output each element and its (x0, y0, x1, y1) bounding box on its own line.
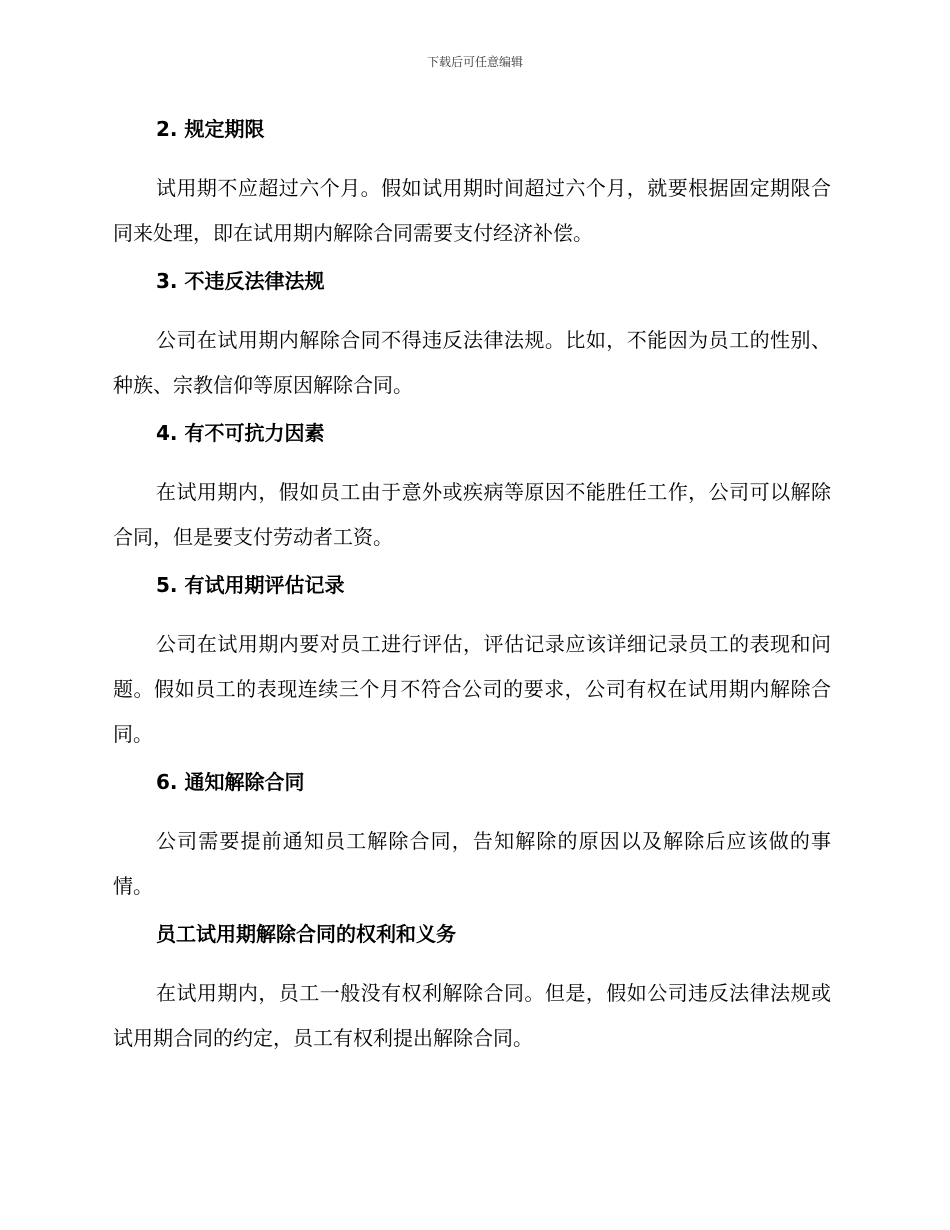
section-heading-period: 2. 规定期限 (156, 117, 265, 141)
section-paragraph-law: 公司在试用期内解除合同不得违反法律法规。比如，不能因为员工的性别、种族、宗教信仰等原因解除合同。 (113, 328, 831, 397)
document-body (113, 112, 831, 1069)
page-header: 下载后可任意编辑 (426, 55, 523, 69)
section-paragraph-rights: 在试用期内，员工一般没有权利解除合同。但是，假如公司违反法律法规或试用期合同的约定，员工有权利提出解除合同。 (113, 981, 831, 1050)
section-paragraph-evaluation: 公司在试用期内要对员工进行评估，评估记录应该详细记录员工的表现和问题。假如员工的表现连续三个月不符合公司的要求，公司有权在试用期内解除合同。 (113, 632, 831, 746)
section-paragraph-force-majeure: 在试用期内，假如员工由于意外或疾病等原因不能胜任工作，公司可以解除合同，但是要支付劳动者工资。 (113, 480, 831, 549)
section-heading-law: 3. 不违反法律法规 (156, 269, 325, 293)
section-heading-rights: 员工试用期解除合同的权利和义务 (156, 922, 456, 946)
section-heading-force-majeure: 4. 有不可抗力因素 (156, 421, 325, 445)
section-paragraph-notice: 公司需要提前通知员工解除合同，告知解除的原因以及解除后应该做的事情。 (113, 829, 831, 898)
section-paragraph-period: 试用期不应超过六个月。假如试用期时间超过六个月，就要根据固定期限合同来处理，即在试用期内解除合同需要支付经济补偿。 (113, 176, 831, 245)
section-heading-notice: 6. 通知解除合同 (156, 770, 305, 794)
section-heading-evaluation: 5. 有试用期评估记录 (156, 573, 345, 597)
